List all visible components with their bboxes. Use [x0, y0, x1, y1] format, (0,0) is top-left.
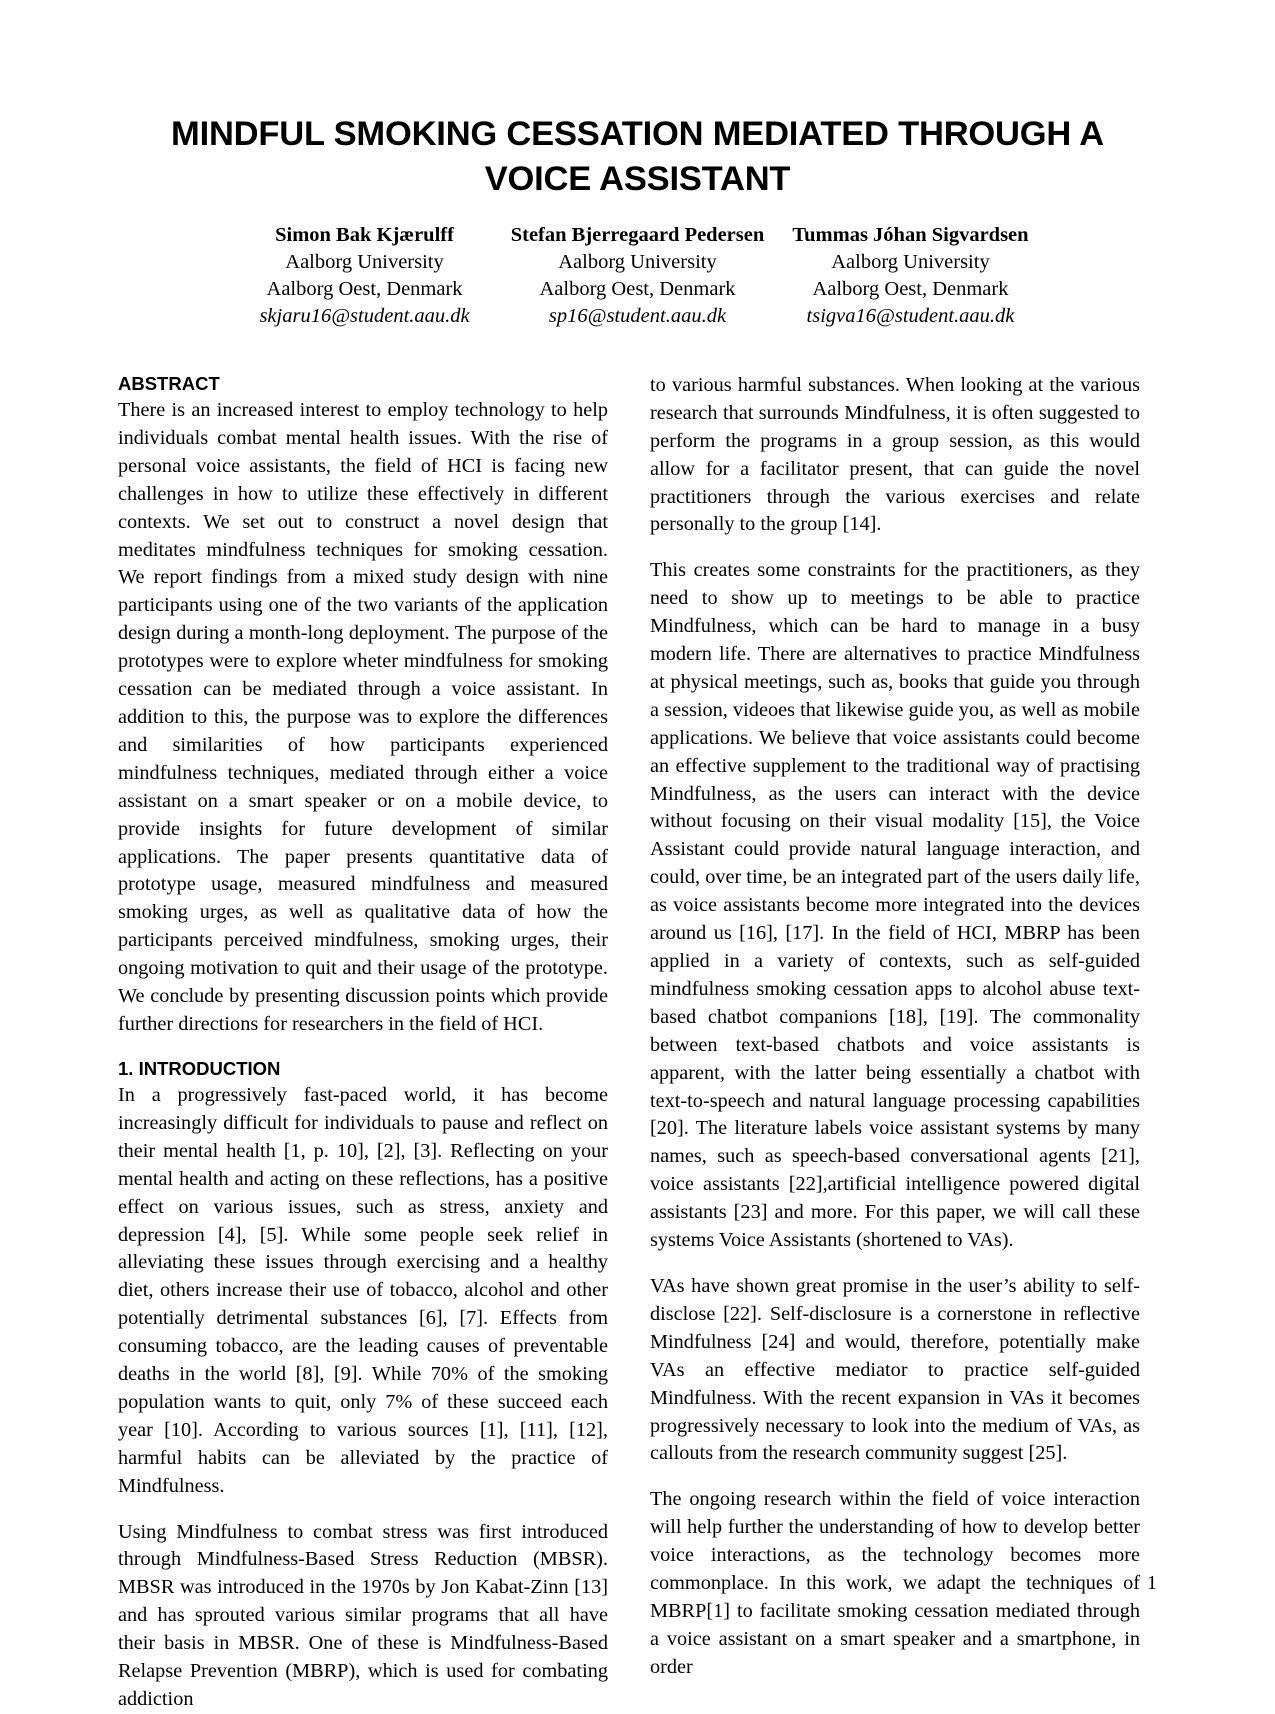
author-location: Aalborg Oest, Denmark — [539, 277, 736, 300]
body-paragraph: The ongoing research within the field of voice interaction will help further the understanding of how to develop better voice interactions, as the technology becomes more commonplace. In this work, we adapt the techniques of MBRP[1] to facilitate smoking cessation mediated through a voice assistant on a smart speaker and a smartphone, in order — [650, 1488, 1140, 1678]
left-column — [118, 372, 608, 1714]
introduction-heading: 1. INTRODUCTION — [118, 1057, 281, 1079]
two-column-body — [118, 372, 1157, 1714]
abstract-heading: ABSTRACT — [118, 372, 220, 394]
author-affiliation: Aalborg University — [831, 250, 990, 273]
author-affiliation: Aalborg University — [558, 250, 717, 273]
author-email: sp16@student.aau.dk — [548, 304, 727, 327]
right-column — [650, 372, 1140, 1714]
author-entry — [774, 222, 1047, 330]
author-name: Stefan Bjerregaard Pedersen — [510, 223, 765, 246]
author-name: Simon Bak Kjærulff — [275, 223, 454, 246]
body-paragraph: VAs have shown great promise in the user’s ability to self-disclose [22]. Self-disclosure is a cornerstone in reflective Mindfulness [24] and would, therefore, potentially make VAs an effective mediator to practice self-guided Mindfulness. With the recent expansion in VAs it becomes progressively necessary to look into the medium of VAs, as callouts from the research community suggest [25]. — [650, 1274, 1140, 1465]
body-paragraph: This creates some constraints for the practitioners, as they need to show up to meetings to be able to practice Mindfulness, which can be hard to manage in a busy modern life. There are alternatives to practice Mindfulness at physical meetings, such as, books that guide you through a session, videoes that likewise guide you, as well as mobile applications. We believe that voice assistants could become an effective supplement to the traditional way of practising Mindfulness, as the users can interact with the device without focusing on their visual modality [15], the Voice Assistant could provide natural language interaction, and could, over time, be an integrated part of the users daily life, as voice assistants become more integrated into the devices around us [16], [17]. In the field of HCI, MBRP has been applied in a variety of contexts, such as self-guided mindfulness smoking cessation apps to alcohol abuse text-based chatbot companions [18], [19]. The commonality between text-based chatbots and voice assistants is apparent, with the latter being essentially a chatbot with text-to-speech and natural language processing capabilities [20]. The literature labels voice assistant systems by many names, such as speech-based conversational agents [21], voice assistants [22],artificial intelligence powered digital assistants [23] and more. For this paper, we will call these systems Voice Assistants (shortened to VAs). — [650, 559, 1140, 1252]
body-paragraph: to various harmful substances. When looking at the various research that surrounds Mindfulness, it is often suggested to perform the programs in a group session, as this would allow for a facilitator present, that can guide the novel practitioners through the various exercises and relate personally to the group [14]. — [650, 373, 1140, 536]
abstract-text: There is an increased interest to employ technology to help individuals combat mental health issues. With the rise of personal voice assistants, the field of HCI is facing new challenges in how to utilize these effectively in different contexts. We set out to construct a novel design that meditates mindfulness techniques for smoking cessation. We report findings from a mixed study design with nine participants using one of the two variants of the application design during a month-long deployment. The purpose of the prototypes were to explore wheter mindfulness for smoking cessation can be mediated through a voice assistant. In addition to this, the purpose was to explore the differences and similarities of how participants experienced mindfulness techniques, mediated through either a voice assistant on a smart speaker or on a mobile device, to provide insights for future development of similar applications. The paper presents quantitative data of prototype usage, measured mindfulness and measured smoking urges, as well as qualitative data of how the participants perceived mindfulness, smoking urges, their ongoing motivation to quit and their usage of the prototype. We conclude by presenting discussion points which provide further directions for researchers in the field of HCI. — [118, 399, 608, 1035]
author-location: Aalborg Oest, Denmark — [812, 277, 1009, 300]
author-email: tsigva16@student.aau.dk — [806, 304, 1015, 327]
intro-paragraph: In a progressively fast-paced world, it has become increasingly difficult for individuals to pause and reflect on their mental health [1, p. 10], [2], [3]. Reflecting on your mental health and acting on these reflections, has a positive effect on various issues, such as stress, anxiety and depression [4], [5]. While some people seek relief in alleviating these issues through exercising and a healthy diet, others increase their use of tobacco, alcohol and other potentially detrimental substances [6], [7]. Effects from consuming tobacco, are the leading causes of preventable deaths in the world [8], [9]. While 70% of the smoking population wants to quit, only 7% of these succeed each year [10]. According to various sources [1], [11], [12], harmful habits can be alleviated by the practice of Mindfulness. — [118, 1083, 608, 1497]
author-name: Tummas Jóhan Sigvardsen — [792, 223, 1029, 246]
page-title: MINDFUL SMOKING CESSATION MEDIATED THROUGH A VOICE ASSISTANT — [171, 115, 1104, 198]
intro-paragraph: Using Mindfulness to combat stress was first introduced through Mindfulness-Based Stress Reduction (MBSR). MBSR was introduced in the 1970s by Jon Kabat-Zinn [13] and has sprouted various similar programs that all have their basis in MBSR. One of these is Mindfulness-Based Relapse Prevention (MBRP), which is used for combating addiction — [118, 1520, 608, 1710]
author-entry — [501, 222, 774, 330]
author-affiliation: Aalborg University — [285, 250, 444, 273]
author-block — [118, 222, 1157, 330]
author-email: skjaru16@student.aau.dk — [259, 304, 470, 327]
author-location: Aalborg Oest, Denmark — [266, 277, 463, 300]
author-entry — [228, 222, 501, 330]
page-number: 1 — [1146, 1571, 1157, 1594]
